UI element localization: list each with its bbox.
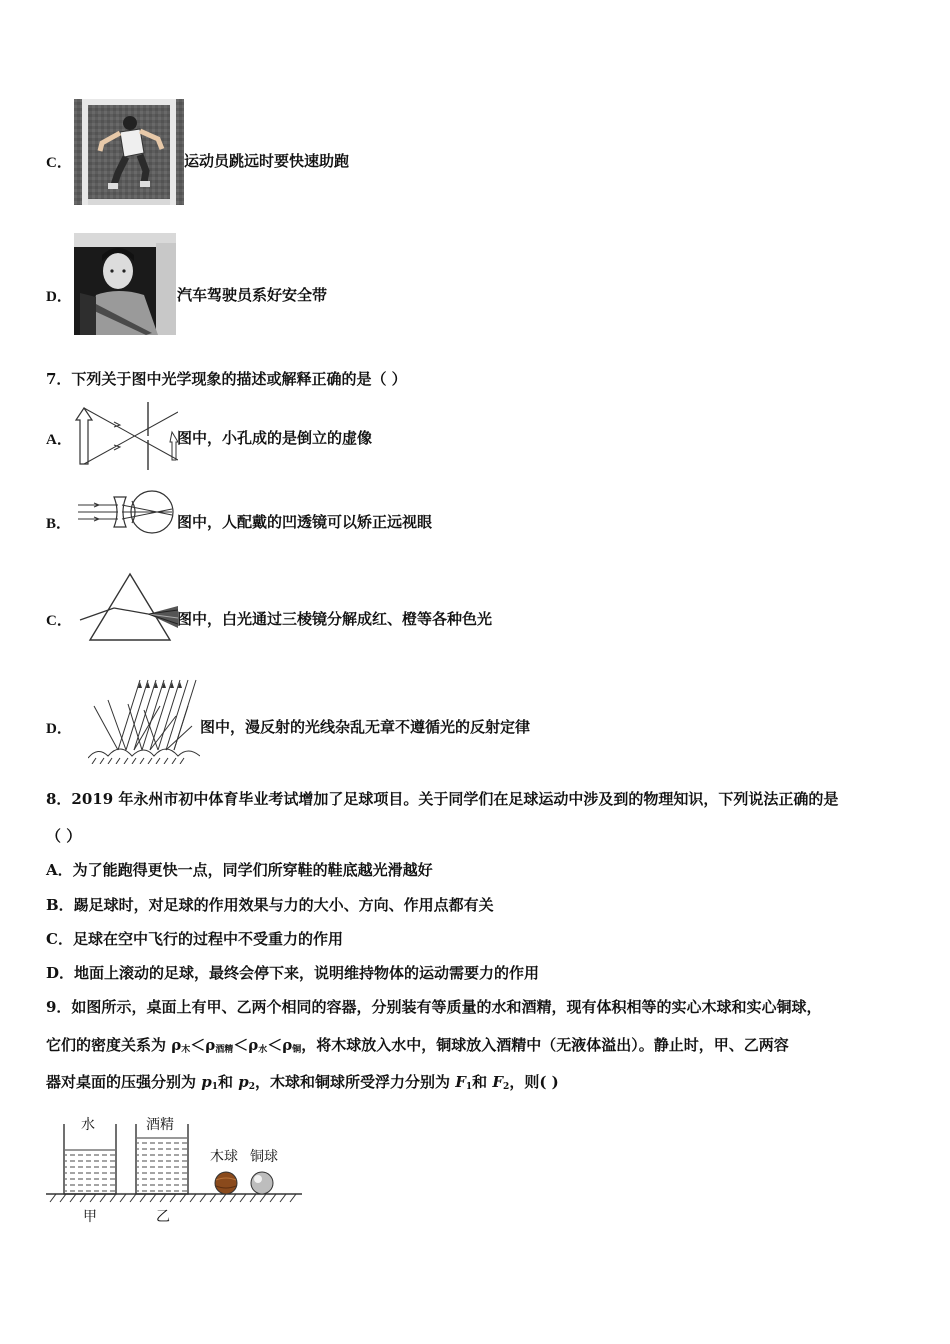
q7-option-text-a: 图中，小孔成的是倒立的虚像: [177, 429, 373, 447]
q7-option-text-d: 图中，漫反射的光线杂乱无章不遵循光的反射定律: [200, 718, 531, 736]
q8-option-d: D．地面上滚动的足球，最终会停下来，说明维持物体的运动需要力的作用: [46, 964, 540, 982]
q7-option-label-d: D．: [46, 721, 72, 737]
long-jump-photo: [74, 99, 184, 205]
question-7-stem: 7．下列关于图中光学现象的描述或解释正确的是（ ）: [46, 370, 407, 388]
label-yi: 乙: [156, 1209, 170, 1225]
pinhole-diagram: [74, 402, 178, 472]
seatbelt-photo: [74, 233, 176, 335]
diffuse-reflection-diagram: [88, 676, 200, 764]
question-9-line3: 器对桌面的压强分别为 $p_1$和 $p_2$，木球和铜球所受浮力分别为 $F_1$和 $F_2$，则( ): [46, 1073, 559, 1092]
containers-figure: [46, 1110, 306, 1226]
option-label-c: C．: [46, 155, 72, 171]
label-wood-ball: 木球: [210, 1149, 238, 1165]
q7-option-label-a: A．: [46, 432, 72, 448]
q8-option-c: C．足球在空中飞行的过程中不受重力的作用: [46, 930, 343, 948]
q7-option-text-c: 图中，白光通过三棱镜分解成红、橙等各种色光: [177, 610, 493, 628]
option-text-d: 汽车驾驶员系好安全带: [177, 286, 328, 304]
label-alcohol: 酒精: [146, 1117, 174, 1133]
option-text-c: 运动员跳远时要快速助跑: [184, 152, 350, 170]
question-8-stem-line1: 8．2019 年永州市初中体育毕业考试增加了足球项目。关于同学们在足球运动中涉及到的物理知识，下列说法正确的是: [46, 790, 839, 808]
question-8-stem-line2: （ ）: [46, 827, 82, 845]
q7-option-text-b: 图中，人配戴的凹透镜可以矫正远视眼: [177, 513, 433, 531]
q8-option-b: B．踢足球时，对足球的作用效果与力的大小、方向、作用点都有关: [46, 896, 494, 914]
label-jia: 甲: [83, 1209, 97, 1225]
q8-option-a: A．为了能跑得更快一点，同学们所穿鞋的鞋底越光滑越好: [46, 861, 433, 879]
label-copper-ball: 铜球: [250, 1149, 278, 1165]
q7-option-label-b: B．: [46, 516, 72, 532]
question-9-line1: 9．如图所示，桌面上有甲、乙两个相同的容器，分别装有等质量的水和酒精，现有体积相等的实心木球和实心铜球，: [46, 998, 822, 1016]
concave-lens-eye-diagram: [74, 489, 178, 535]
question-9-line2: 它们的密度关系为 $\rho_木<\rho_{酒精}<\rho_水<\rho_铜$，将木球放入水中，铜球放入酒精中（无液体溢出）。静止时，甲、乙两容: [46, 1036, 789, 1055]
option-label-d: D．: [46, 289, 72, 305]
prism-dispersion-diagram: [74, 570, 178, 654]
label-water: 水: [81, 1117, 95, 1133]
q7-option-label-c: C．: [46, 613, 72, 629]
